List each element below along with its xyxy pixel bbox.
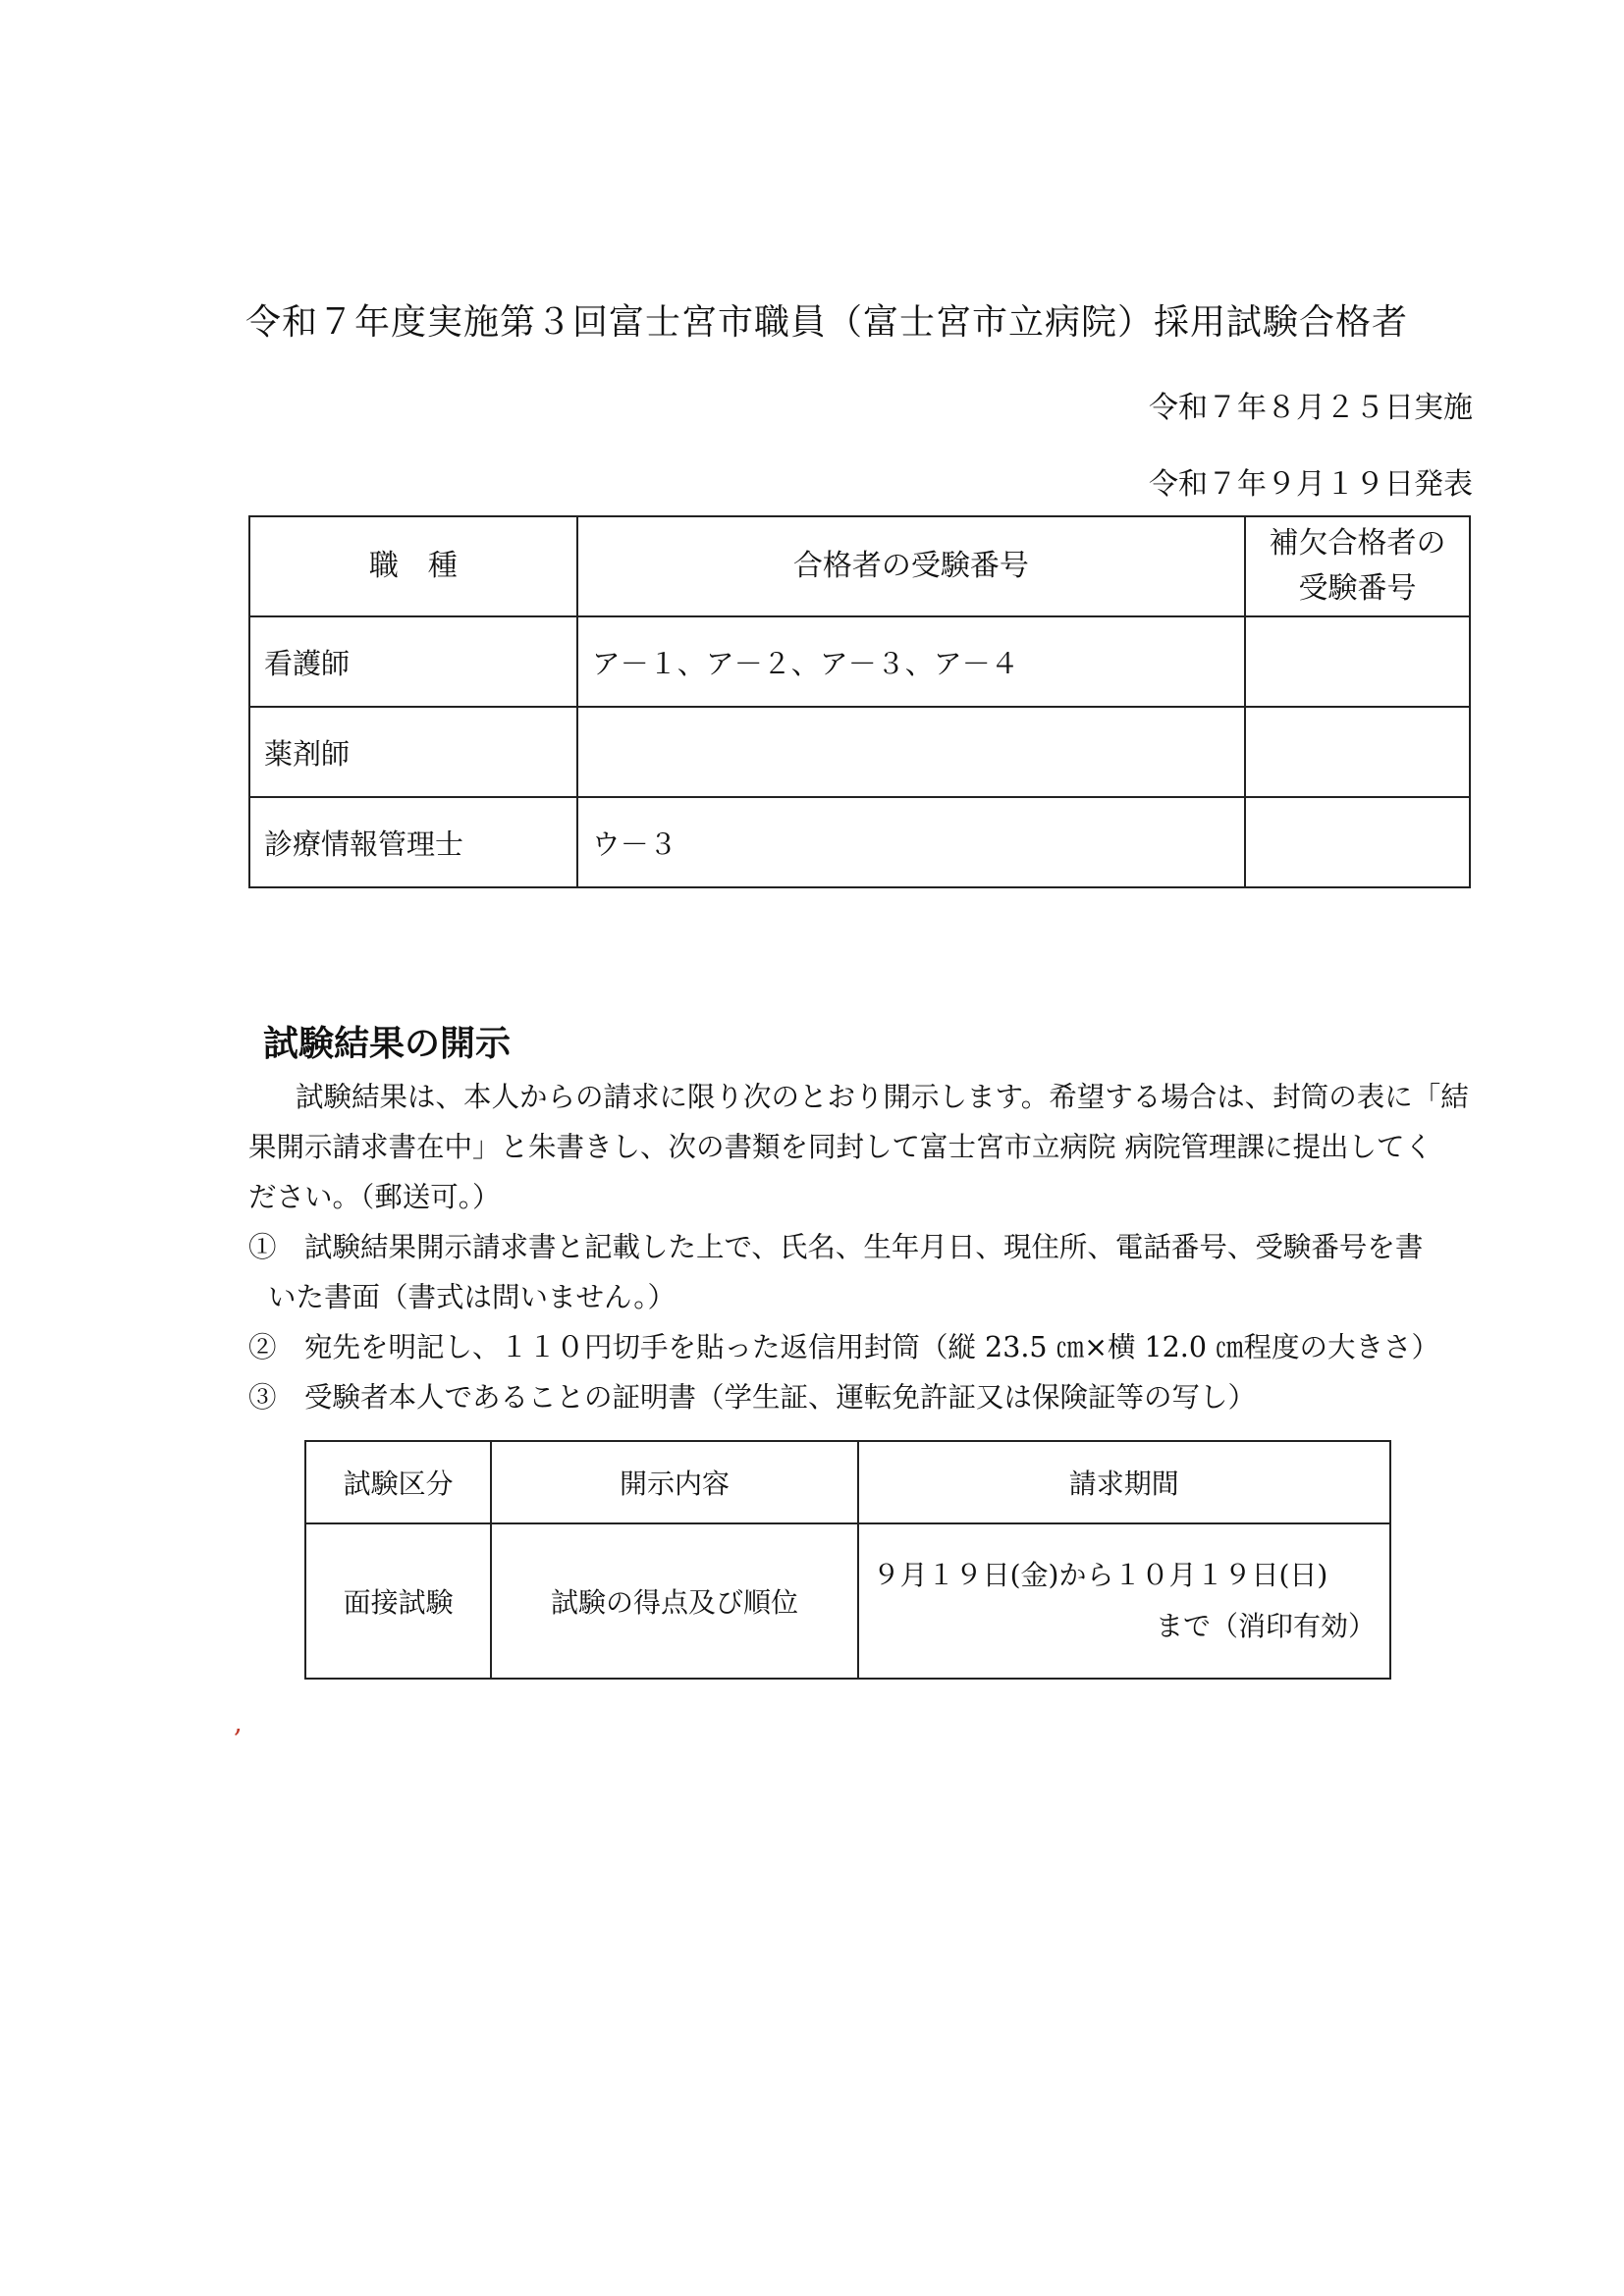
job-name: 看護師 — [249, 616, 577, 707]
header-reserve-line1: 補欠合格者の — [1269, 526, 1446, 561]
passed-numbers: ア－１、ア－２、ア－３、ア－４ — [577, 616, 1245, 707]
job-name: 診療情報管理士 — [249, 797, 577, 887]
list-item-2: ② 宛先を明記し、１１０円切手を貼った返信用封筒（縦 23.5 ㎝×横 12.0 ㎝程度の大きさ） — [248, 1331, 1440, 1363]
reserve-numbers — [1245, 616, 1470, 707]
table-row — [249, 797, 1470, 887]
header-period: 請求期間 — [858, 1441, 1390, 1523]
period-line-2: まで（消印有効） — [1155, 1610, 1376, 1642]
header-reserve-line2: 受験番号 — [1298, 571, 1417, 606]
passed-numbers: ウ－３ — [577, 797, 1245, 887]
request-period — [858, 1523, 1390, 1679]
announcement-date: 令和７年９月１９日発表 — [1149, 467, 1473, 502]
intro-line-3: ださい。（郵送可。） — [248, 1181, 501, 1213]
section-heading: 試験結果の開示 — [263, 1024, 512, 1064]
header-content: 開示内容 — [491, 1441, 857, 1523]
list-item-1-continued: いた書面（書式は問いません。） — [268, 1281, 676, 1313]
intro-line-2: 果開示請求書在中」と朱書きし、次の書類を同封して富士宮市立病院 病院管理課に提出してく — [248, 1131, 1434, 1163]
table-row — [249, 707, 1470, 797]
results-header-row — [249, 516, 1470, 616]
intro-line-1: 試験結果は、本人からの請求に限り次のとおり開示します。希望する場合は、封筒の表に「結 — [296, 1081, 1469, 1113]
disclosure-text — [248, 1072, 1476, 1422]
disclosure-table — [304, 1440, 1391, 1680]
header-category: 試験区分 — [305, 1441, 491, 1523]
header-reserve-numbers — [1245, 516, 1470, 616]
stray-mark: , — [234, 1706, 243, 1738]
results-table — [248, 515, 1471, 888]
list-item-3: ③ 受験者本人であることの証明書（学生証、運転免許証又は保険証等の写し） — [248, 1381, 1257, 1414]
disclosure-content: 試験の得点及び順位 — [491, 1523, 857, 1679]
table-row — [305, 1523, 1390, 1679]
reserve-numbers — [1245, 797, 1470, 887]
page-title: 令和７年度実施第３回富士宮市職員（富士宮市立病院）採用試験合格者 — [245, 302, 1409, 343]
list-item-1: ① 試験結果開示請求書と記載した上で、氏名、生年月日、現住所、電話番号、受験番号を書 — [248, 1231, 1424, 1263]
header-passed-numbers: 合格者の受験番号 — [577, 516, 1245, 616]
reserve-numbers — [1245, 707, 1470, 797]
implementation-date: 令和７年８月２５日実施 — [1149, 391, 1473, 425]
period-line-1: ９月１９日(金)から１０月１９日(日) — [872, 1559, 1328, 1591]
job-name: 薬剤師 — [249, 707, 577, 797]
exam-category: 面接試験 — [305, 1523, 491, 1679]
disclosure-header-row — [305, 1441, 1390, 1523]
table-row — [249, 616, 1470, 707]
passed-numbers — [577, 707, 1245, 797]
header-job: 職 種 — [249, 516, 577, 616]
